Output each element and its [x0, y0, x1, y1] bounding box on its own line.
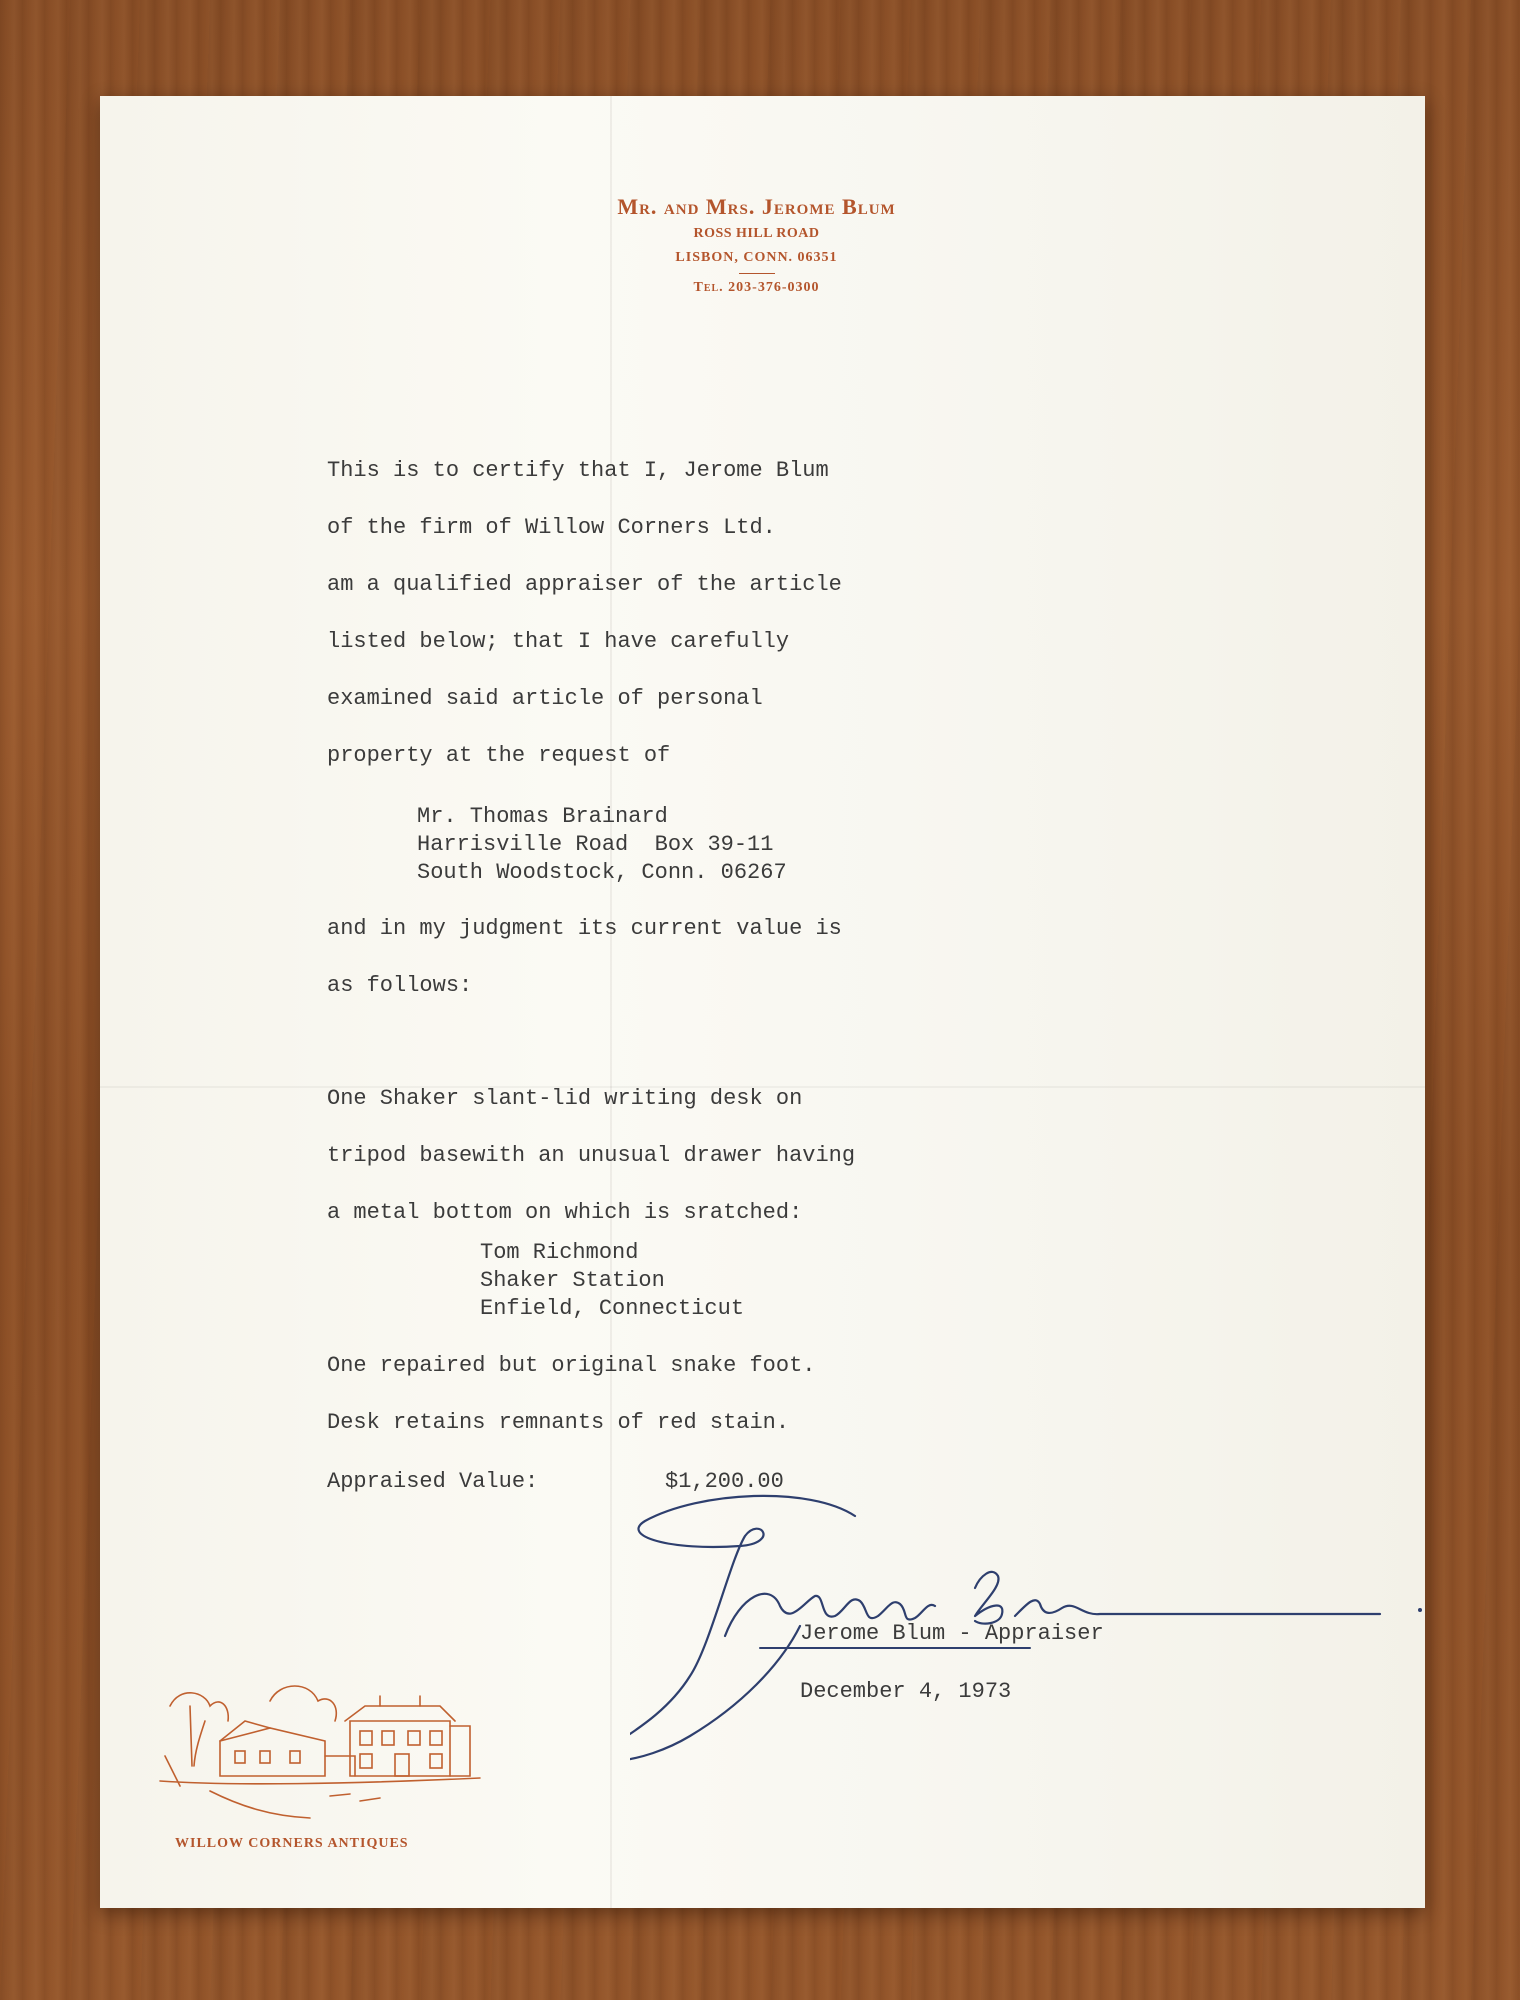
note-line: One repaired but original snake foot.: [327, 1353, 816, 1378]
letterhead-road: ROSS HILL ROAD: [693, 226, 820, 241]
logo-caption: WILLOW CORNERS ANTIQUES: [175, 1836, 409, 1851]
body-line: of the firm of Willow Corners Ltd.: [327, 515, 776, 540]
appraised-value: $1,200.00: [665, 1469, 784, 1494]
note-line: Desk retains remnants of red stain.: [327, 1410, 790, 1435]
body-line: This is to certify that I, Jerome Blum: [327, 458, 829, 483]
letterhead-city: LISBON, CONN. 06351: [675, 250, 838, 265]
body-line: am a qualified appraiser of the article: [327, 572, 842, 597]
letterhead: [94, 194, 1419, 296]
inscription-line: Tom Richmond: [480, 1240, 639, 1265]
appraised-value-label: Appraised Value:: [327, 1469, 539, 1494]
judgment-line: as follows:: [327, 973, 473, 998]
judgment-line: and in my judgment its current value is: [327, 916, 842, 941]
certificate-paper: [100, 96, 1425, 1908]
requester-name: Mr. Thomas Brainard: [417, 804, 668, 829]
willow-corners-logo: [150, 1666, 510, 1836]
description-line: One Shaker slant-lid writing desk on: [327, 1086, 803, 1111]
inscription-line: Enfield, Connecticut: [480, 1296, 745, 1321]
letterhead-name: Mr. and Mrs. Jerome Blum: [617, 194, 896, 219]
body-line: examined said article of personal: [327, 686, 763, 711]
description-line: a metal bottom on which is sratched:: [327, 1200, 803, 1225]
body-line: listed below; that I have carefully: [327, 629, 790, 654]
description-line: tripod basewith an unusual drawer having: [327, 1143, 856, 1168]
body-line: property at the request of: [327, 743, 671, 768]
letterhead-divider: [739, 273, 775, 274]
inscription-line: Shaker Station: [480, 1268, 665, 1293]
signature-date: December 4, 1973: [800, 1679, 1012, 1704]
signer-name-title: Jerome Blum - Appraiser: [800, 1621, 1104, 1646]
letterhead-telephone: Tel. 203-376-0300: [693, 280, 820, 295]
paper-fold-vertical: [610, 96, 612, 1908]
requester-city: South Woodstock, Conn. 06267: [417, 860, 787, 885]
requester-street: Harrisville Road Box 39-11: [417, 832, 774, 857]
